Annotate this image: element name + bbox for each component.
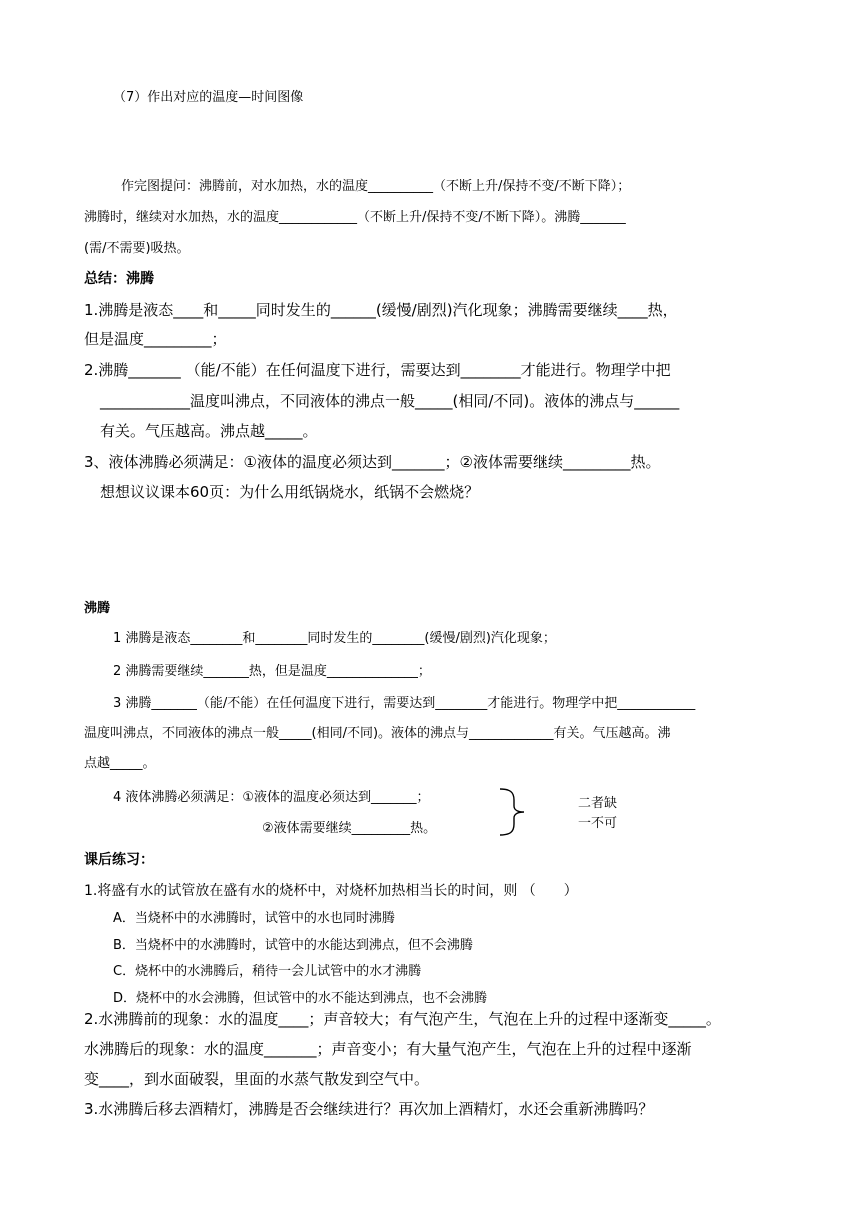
exercise-question-2a: 2.水沸腾前的现象：水的温度____；声音较大；有气泡产生，气泡在上升的过程中逐渐变_____。 [84, 1010, 721, 1028]
exercise-question-2c: 变____，到水面破裂，里面的水蒸气散发到空气中。 [84, 1070, 430, 1088]
boil-line-3: 3 沸腾_______（能/不能）在任何温度下进行，需要达到________才能进行。物理学中把____________ [113, 696, 696, 711]
boil-heading: 沸腾 [84, 601, 111, 616]
exercise-option-d: D．烧杯中的水会沸腾，但试管中的水不能达到沸点，也不会沸腾 [113, 991, 488, 1006]
boil-line-2: 2 沸腾需要继续_______热，但是温度______________； [113, 664, 431, 679]
summary-point-3: 3、液体沸腾必须满足：①液体的温度必须达到_______；②液体需要继续_________热。 [84, 453, 661, 471]
exercise-question-1: 1.将盛有水的试管放在盛有水的烧杯中，对烧杯加热相当长的时间，则 （ ） [84, 883, 578, 899]
boil-line-4: 温度叫沸点，不同液体的沸点一般_____(相同/不同)。液体的沸点与_____________有关。气压越高。沸 [84, 726, 671, 741]
exercise-question-3: 3.水沸腾后移去酒精灯，沸腾是否会继续进行？再次加上酒精灯，水还会重新沸腾吗？ [84, 1100, 654, 1118]
summary-point-2c: 有关。气压越高。沸点越_____。 [100, 422, 318, 440]
summary-point-2b: ____________温度叫沸点，不同液体的沸点一般_____(相同/不同)。液体的沸点与______ [100, 392, 680, 410]
boil-note-1: 二者缺 [578, 796, 618, 811]
exercise-heading: 课后练习： [84, 852, 154, 868]
exercise-question-2b: 水沸腾后的现象：水的温度_______；声音变小；有大量气泡产生，气泡在上升的过程中逐渐 [84, 1040, 692, 1058]
question-while-boiling: 沸腾时，继续对水加热，水的温度____________（不断上升/保持不变/不断下降）。沸腾_______ [84, 210, 626, 225]
summary-heading: 总结：沸腾 [84, 271, 154, 287]
question-before-boiling: 作完图提问：沸腾前，对水加热，水的温度__________（不断上升/保持不变/不断下降）； [121, 179, 631, 194]
summary-point-1a: 1.沸腾是液态____和_____同时发生的______(缓慢/剧烈)汽化现象；沸腾需要继续____热， [84, 301, 678, 319]
boil-line-6: 4 液体沸腾必须满足：①液体的温度必须达到_______； [113, 790, 430, 805]
exercise-option-a: A．当烧杯中的水沸腾时，试管中的水也同时沸腾 [113, 911, 395, 926]
question-heat-needed: (需/不需要)吸热。 [84, 241, 190, 256]
exercise-option-c: C．烧杯中的水沸腾后，稍待一会儿试管中的水才沸腾 [113, 964, 422, 979]
summary-point-1b: 但是温度_________； [84, 330, 227, 348]
summary-discussion: 想想议议课本60页：为什么用纸锅烧水，纸锅不会燃烧？ [100, 483, 480, 501]
summary-point-2a: 2.沸腾_______ （能/不能）在任何温度下进行，需要达到________才能进行。物理学中把 [84, 361, 671, 379]
curly-brace-icon [496, 786, 536, 838]
boil-line-1: 1 沸腾是液态________和________同时发生的________(缓慢/剧烈)汽化现象； [113, 631, 556, 646]
section-title: （7）作出对应的温度—时间图像 [113, 90, 304, 105]
boil-line-5: 点越_____。 [84, 756, 156, 771]
boil-note-2: 一不可 [578, 816, 618, 831]
boil-line-7: ②液体需要继续_________热。 [262, 821, 437, 836]
exercise-option-b: B．当烧杯中的水沸腾时，试管中的水能达到沸点，但不会沸腾 [113, 938, 473, 953]
